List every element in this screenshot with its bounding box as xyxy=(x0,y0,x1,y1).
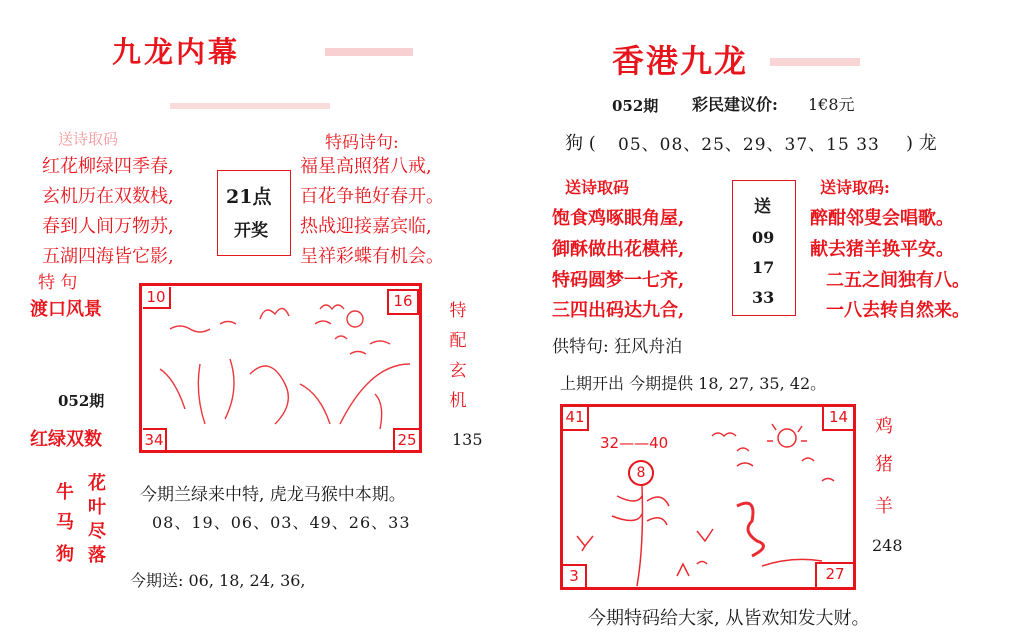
left-side-number: 135 xyxy=(452,430,483,449)
left-poem-line-2: 玄机历在双数栈, xyxy=(42,186,174,207)
right-dog-numbers: 05、08、25、29、37、15 33 xyxy=(618,135,880,155)
right-title: 香港九龙 xyxy=(612,42,749,80)
left-image-corner-br: 25 xyxy=(393,428,419,450)
left-flower-1: 花 xyxy=(88,473,106,494)
left-image-corner-tr: 16 xyxy=(387,289,419,315)
left-zodiac-1: 牛 xyxy=(56,482,74,503)
left-side-vertical-3: 玄 xyxy=(449,361,467,381)
right-image-range-label: 32——40 xyxy=(600,434,669,452)
right-center-number-1: 09 xyxy=(752,228,775,247)
left-flower-4: 落 xyxy=(88,545,106,566)
right-image-circle: 8 xyxy=(628,460,654,486)
right-center-number-3: 33 xyxy=(752,288,775,307)
right-image-corner-tl: 41 xyxy=(563,407,589,431)
right-poem-left-line-3: 特码圆梦一七齐, xyxy=(552,270,685,291)
right-special-sentence: 供特句: 狂风舟泊 xyxy=(552,337,683,357)
right-poem-right-line-1: 醉酣邻叟会唱歌。 xyxy=(810,208,954,229)
right-center-number-2: 17 xyxy=(752,258,775,277)
right-poem-right-title: 送诗取码: xyxy=(820,178,890,197)
left-zodiac-2: 马 xyxy=(56,512,74,533)
right-poem-left-line-4: 三四出码达九合, xyxy=(552,300,685,321)
left-numbers-line: 08、19、06、03、49、26、33 xyxy=(152,513,411,532)
right-center-send: 送 xyxy=(754,197,771,217)
left-side-vertical-2: 配 xyxy=(449,331,467,351)
right-image-corner-br: 27 xyxy=(815,562,853,587)
left-this-period-line: 今期兰绿来中特, 虎龙马猴中本期。 xyxy=(140,485,406,505)
left-title-smudge xyxy=(325,48,413,56)
right-image-drawing xyxy=(562,406,852,586)
left-image-drawing xyxy=(140,284,420,449)
right-poem-right-line-4: 一八去转自然来。 xyxy=(826,300,970,321)
left-special-sentence: 渡口风景 xyxy=(30,299,102,320)
left-special-sentence-label: 特 句 xyxy=(38,273,78,293)
left-center-note-open: 开奖 xyxy=(234,221,268,241)
right-dog-line-start: 狗 ( xyxy=(565,133,596,154)
left-flower-3: 尽 xyxy=(88,521,106,542)
left-image-corner-bl: 34 xyxy=(143,428,167,450)
right-poem-right-line-3: 二五之间独有八。 xyxy=(826,270,970,291)
left-title: 九龙内幕 xyxy=(112,35,241,69)
right-side-vertical-3: 羊 xyxy=(875,496,893,517)
right-side-vertical-1: 鸡 xyxy=(875,416,893,437)
right-image-corner-bl: 3 xyxy=(563,564,587,587)
right-price-label: 彩民建议价: xyxy=(692,95,778,114)
right-image-corner-tr: 14 xyxy=(822,407,853,431)
right-poem-left-line-2: 御酥做出花模样, xyxy=(552,239,685,260)
left-poem-line-1: 红花柳绿四季春, xyxy=(42,156,174,177)
left-side-vertical-1: 特 xyxy=(449,301,467,321)
right-side-number: 248 xyxy=(872,536,903,555)
left-poem-line-3: 春到人间万物苏, xyxy=(42,216,174,237)
left-poem-right-line-2: 百花争艳好春开。 xyxy=(300,186,444,207)
left-zodiac-3: 狗 xyxy=(56,544,74,565)
right-footer: 今期特码给大家, 从皆欢知发大财。 xyxy=(588,608,870,629)
left-poem-right-line-4: 呈祥彩蝶有机会。 xyxy=(300,246,444,267)
right-side-vertical-2: 猪 xyxy=(875,454,893,475)
right-price-value: 1€8元 xyxy=(808,95,855,114)
right-issue: 052期 xyxy=(612,97,659,115)
left-image-corner-tl: 10 xyxy=(143,287,171,309)
left-subtitle-smudge xyxy=(170,103,330,109)
left-poem-line-4: 五湖四海皆它影, xyxy=(42,246,174,267)
right-poem-right-line-2: 献去猪羊换平安。 xyxy=(810,239,954,260)
left-poem-title: 送诗取码 xyxy=(58,130,119,148)
right-dog-line-end: ) 龙 xyxy=(906,133,937,154)
left-red-green: 红绿双数 xyxy=(30,429,102,450)
left-flower-2: 叶 xyxy=(88,497,106,518)
left-poem-right-title: 特码诗句: xyxy=(325,133,399,153)
right-last-period-line: 上期开出 今期提供 18, 27, 35, 42。 xyxy=(560,374,827,393)
right-title-smudge xyxy=(770,58,860,66)
left-send-line: 今期送: 06, 18, 24, 36, xyxy=(130,571,306,590)
right-poem-left-line-1: 饱食鸡啄眼角屋, xyxy=(552,208,685,229)
left-poem-right-line-3: 热战迎接嘉宾临, xyxy=(300,216,432,237)
left-side-vertical-4: 机 xyxy=(449,391,467,411)
left-issue: 052期 xyxy=(58,392,105,410)
right-poem-left-title: 送诗取码 xyxy=(565,178,630,197)
left-poem-right-line-1: 福星高照猪八戒, xyxy=(300,156,432,177)
left-center-note-time: 21点 xyxy=(226,186,272,208)
